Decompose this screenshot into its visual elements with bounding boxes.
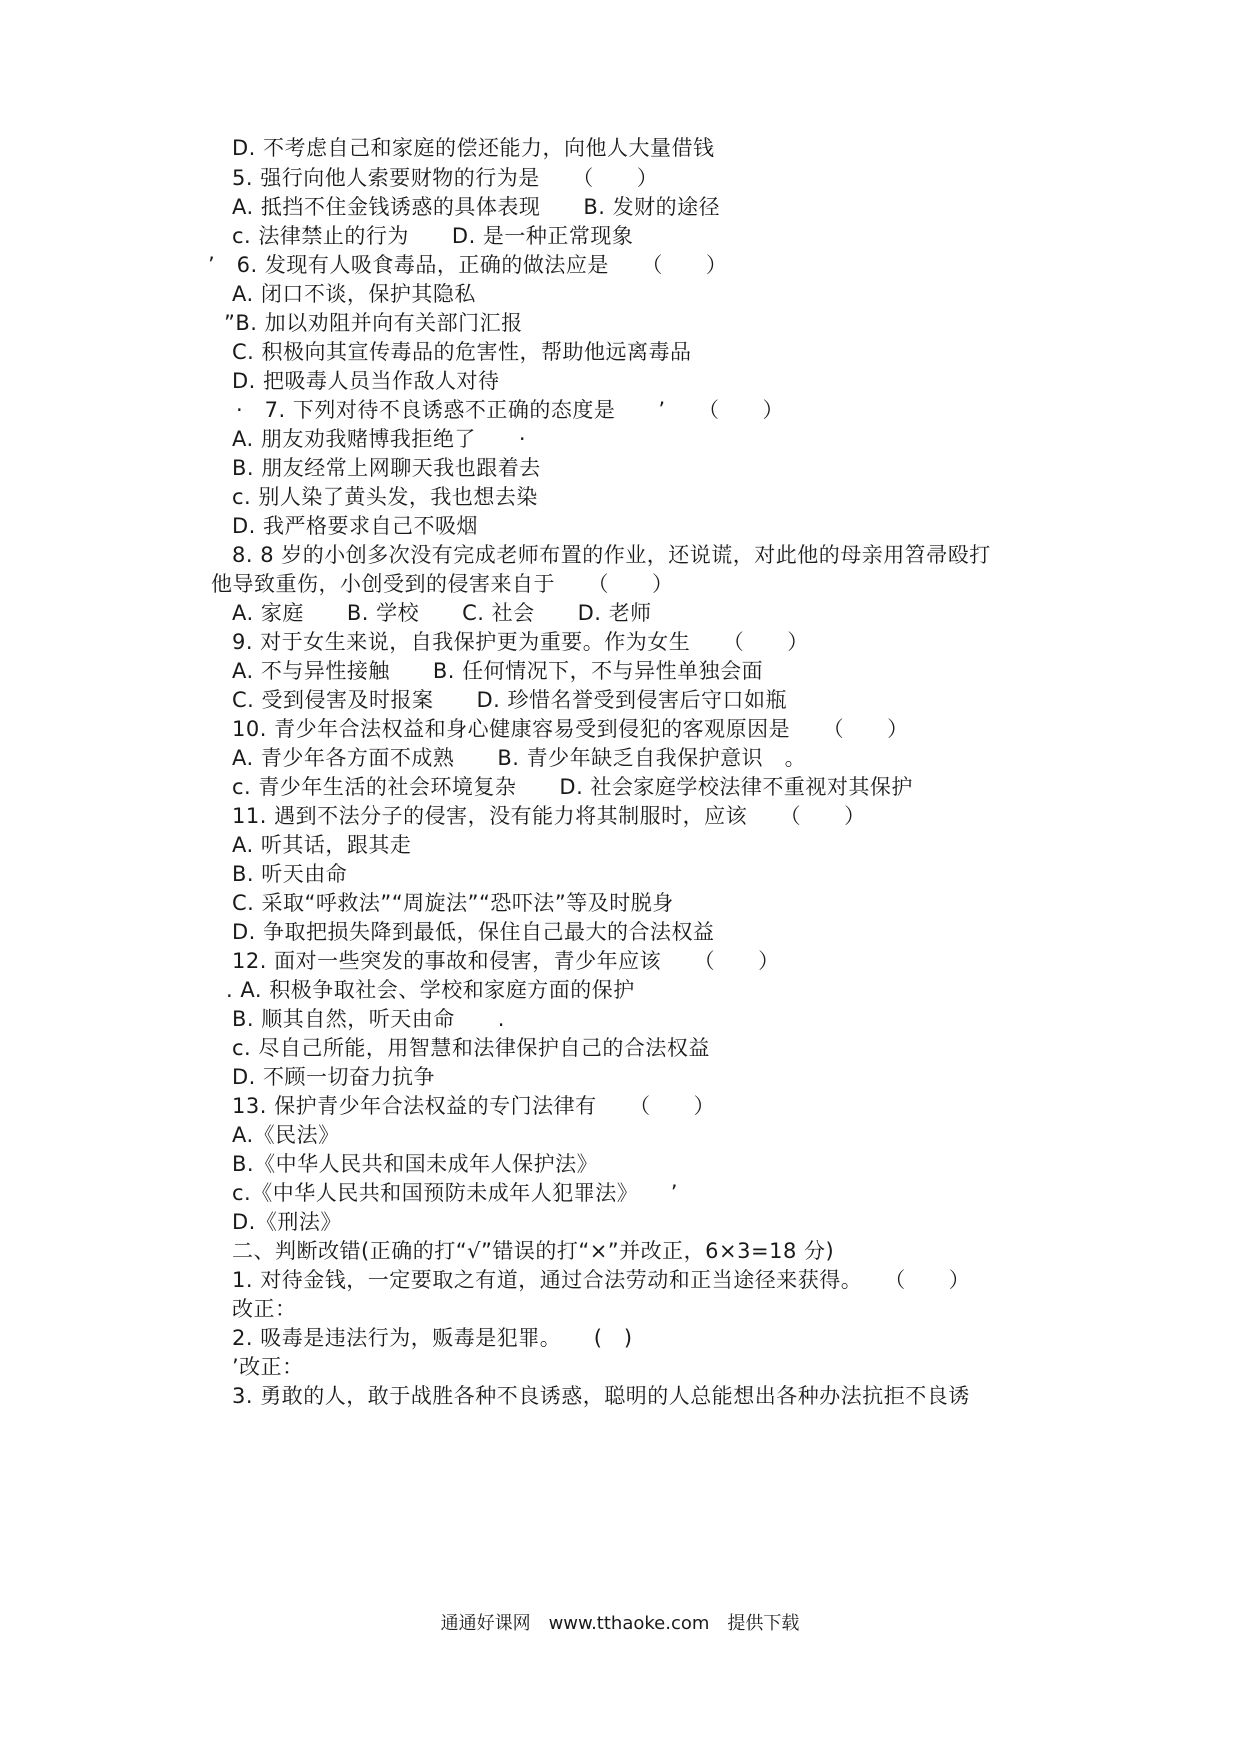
option-line: D. 不顾一切奋力抗争 <box>232 1065 436 1089</box>
correction-line: 改正： <box>232 1297 297 1321</box>
option-line: D. 我严格要求自己不吸烟 <box>232 514 479 538</box>
option-line: c. 法律禁止的行为 D. 是一种正常现象 <box>232 224 634 248</box>
option-line: C. 采取“呼救法”“周旋法”“恐吓法”等及时脱身 <box>232 891 674 915</box>
option-line: A. 抵挡不住金钱诱惑的具体表现 B. 发财的途径 <box>232 195 721 219</box>
page-footer: 通通好课网 www.tthaoke.com 提供下载 <box>440 1613 800 1634</box>
option-line: A. 家庭 B. 学校 C. 社会 D. 老师 <box>232 601 652 625</box>
question-line: 11. 遇到不法分子的侵害，没有能力将其制服时，应该 （ ） <box>232 804 866 828</box>
option-line: . A. 积极争取社会、学校和家庭方面的保护 <box>226 978 635 1002</box>
option-line: B. 朋友经常上网聊天我也跟着去 <box>232 456 541 480</box>
option-line: A. 朋友劝我赌博我拒绝了 · <box>232 427 527 451</box>
question-line: 3. 勇敢的人，敢于战胜各种不良诱惑，聪明的人总能想出各种办法抗拒不良诱 <box>232 1384 970 1408</box>
option-line: D. 争取把损失降到最低，保住自己最大的合法权益 <box>232 920 715 944</box>
question-line: 9. 对于女生来说，自我保护更为重要。作为女生 （ ） <box>232 630 809 654</box>
option-line: A. 青少年各方面不成熟 B. 青少年缺乏自我保护意识 。 <box>232 746 807 770</box>
option-line: B.《中华人民共和国未成年人保护法》 <box>232 1152 599 1176</box>
option-line: c. 青少年生活的社会环境复杂 D. 社会家庭学校法律不重视对其保护 <box>232 775 913 799</box>
option-line: A. 听其话，跟其走 <box>232 833 412 857</box>
option-line: A. 闭口不谈，保护其隐私 <box>232 282 476 306</box>
correction-line: ’改正： <box>232 1355 304 1379</box>
section-heading: 二、判断改错(正确的打“√”错误的打“×”并改正，6×3=18 分) <box>232 1239 835 1263</box>
option-line: C. 受到侵害及时报案 D. 珍惜名誉受到侵害后守口如瓶 <box>232 688 788 712</box>
question-line: 他导致重伤，小创受到的侵害来自于 （ ） <box>211 572 674 596</box>
question-line: 12. 面对一些突发的事故和侵害，青少年应该 （ ） <box>232 949 780 973</box>
option-line: D.《刑法》 <box>232 1210 342 1234</box>
option-line: A. 不与异性接触 B. 任何情况下，不与异性单独会面 <box>232 659 764 683</box>
question-line: 10. 青少年合法权益和身心健康容易受到侵犯的客观原因是 （ ） <box>232 717 909 741</box>
option-line: B. 顺其自然，听天由命 . <box>232 1007 505 1031</box>
option-line: C. 积极向其宣传毒品的危害性，帮助他远离毒品 <box>232 340 692 364</box>
question-line: 5. 强行向他人索要财物的行为是 （ ） <box>232 166 659 190</box>
question-line: · 7. 下列对待不良诱惑不正确的态度是 ’ （ ） <box>236 398 785 422</box>
option-line: c. 别人染了黄头发，我也想去染 <box>232 485 538 509</box>
option-line: A.《民法》 <box>232 1123 340 1147</box>
question-line: 13. 保护青少年合法权益的专门法律有 （ ） <box>232 1094 716 1118</box>
option-line: D. 把吸毒人员当作敌人对待 <box>232 369 500 393</box>
option-line: c. 尽自己所能，用智慧和法律保护自己的合法权益 <box>232 1036 710 1060</box>
option-line: c.《中华人民共和国预防未成年人犯罪法》 ’ <box>232 1181 678 1205</box>
question-line: 8. 8 岁的小创多次没有完成老师布置的作业，还说谎，对此他的母亲用笤帚殴打 <box>232 543 991 567</box>
question-line: 2. 吸毒是违法行为，贩毒是犯罪。 ( ) <box>232 1326 633 1350</box>
question-line: 1. 对待金钱，一定要取之有道，通过合法劳动和正当途径来获得。 （ ） <box>232 1268 971 1292</box>
question-line: ’ 6. 发现有人吸食毒品，正确的做法应是 （ ） <box>208 253 728 277</box>
option-line: ”B. 加以劝阻并向有关部门汇报 <box>224 311 523 335</box>
option-line: D. 不考虑自己和家庭的偿还能力，向他人大量借钱 <box>232 136 715 160</box>
option-line: B. 听天由命 <box>232 862 348 886</box>
